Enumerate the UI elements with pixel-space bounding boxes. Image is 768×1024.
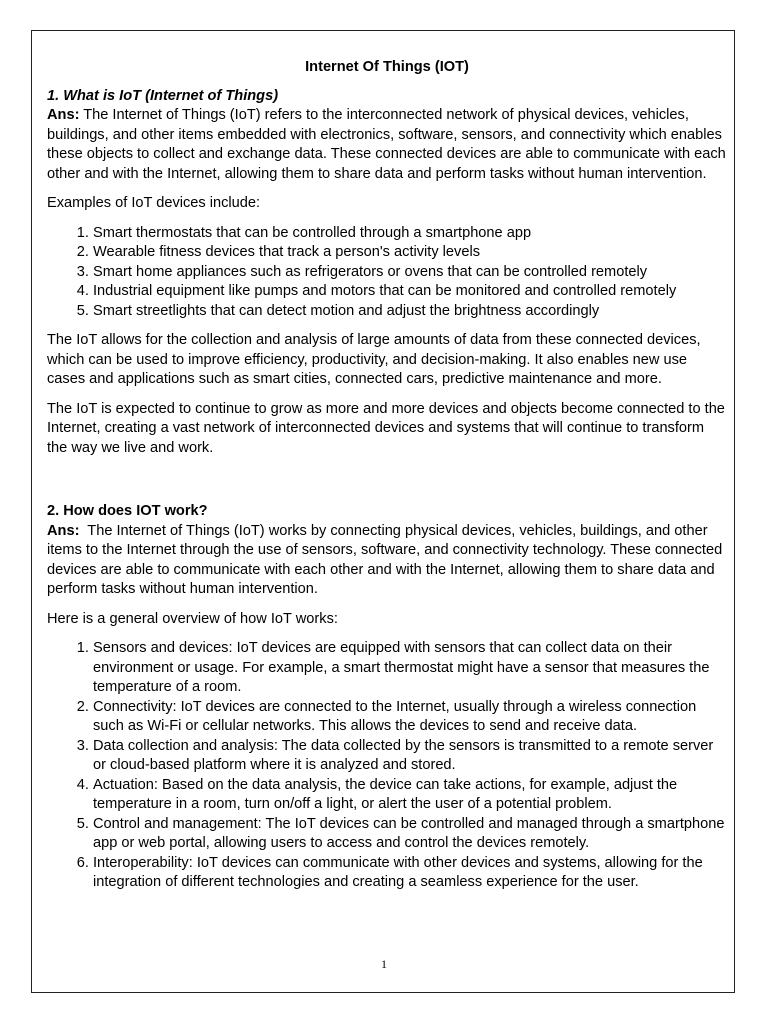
answer-1-label: Ans:: [47, 107, 80, 123]
list-item: 3. Smart home appliances such as refrigerators or ovens that can be controlled remotely: [93, 263, 727, 283]
list-item: 6. Interoperability: IoT devices can communicate with other devices and systems, allowing for the integration of different technologies and creating a seamless experience for the user.: [93, 854, 727, 893]
document-body: [47, 58, 727, 903]
overview-intro: Here is a general overview of how IoT works:: [47, 610, 338, 627]
answer-1-paragraph: [47, 106, 727, 184]
document-title: Internet Of Things (IOT): [305, 59, 469, 75]
answer-2-label: Ans:: [47, 522, 80, 539]
growth-paragraph: The IoT is expected to continue to grow as more and more devices and objects become connected to the Internet, creating a vast network of interconnected devices and systems that will continue to transform the way we live and work.: [47, 400, 725, 456]
answer-2-text: The Internet of Things (IoT) works by connecting physical devices, vehicles, buildings, and other items to the Internet through the use of sensors, software, and connectivity technology. These connected devices are able to communicate with each other and with the Internet, allowing them to share data and perform tasks without human intervention.: [47, 522, 727, 597]
answer-2-paragraph: [47, 522, 727, 600]
list-item: 2. Wearable fitness devices that track a person's activity levels: [93, 243, 727, 263]
examples-list: [47, 224, 727, 322]
list-item: 4. Actuation: Based on the data analysis, the device can take actions, for example, adjust the temperature in a room, turn on/off a light, or alert the user of a potential problem.: [93, 776, 727, 815]
list-item: 4. Industrial equipment like pumps and motors that can be monitored and controlled remotely: [93, 282, 727, 302]
list-item: 2. Connectivity: IoT devices are connected to the Internet, usually through a wireless connection such as Wi-Fi or cellular networks. This allows the devices to send and receive data.: [93, 698, 727, 737]
analysis-paragraph: The IoT allows for the collection and analysis of large amounts of data from these connected devices, which can be used to improve efficiency, productivity, and decision-making. It also enables new use cases and applications such as smart cities, connected cars, predictive maintenance and more.: [47, 332, 701, 387]
list-item: 3. Data collection and analysis: The data collected by the sensors is transmitted to a remote server or cloud-based platform where it is analyzed and stored.: [93, 737, 727, 776]
examples-intro: Examples of IoT devices include:: [47, 195, 261, 211]
question-1-heading: 1. What is IoT (Internet of Things): [47, 87, 279, 104]
answer-1-text: The Internet of Things (IoT) refers to the interconnected network of physical devices, vehicles, buildings, and other items embedded with electronics, software, sensors, and connectivity which enables these objects to collect and exchange data. These connected devices are able to communicate with each other and with the Internet, allowing them to share data and perform tasks without human intervention.: [47, 107, 726, 182]
list-item: 1. Smart thermostats that can be controlled through a smartphone app: [93, 224, 727, 244]
list-item: 5. Smart streetlights that can detect motion and adjust the brightness accordingly: [93, 302, 727, 322]
list-item: 1. Sensors and devices: IoT devices are equipped with sensors that can collect data on their environment or usage. For example, a smart thermostat might have a sensor that measures the temperature of a room.: [93, 639, 727, 698]
question-2-heading: 2. How does IOT work?: [47, 503, 208, 519]
list-item: 5. Control and management: The IoT devices can be controlled and managed through a smartphone app or web portal, allowing users to access and control the devices remotely.: [93, 815, 727, 854]
page-number: 1: [381, 957, 387, 971]
section-spacer: [47, 468, 727, 502]
steps-list: [47, 639, 727, 893]
